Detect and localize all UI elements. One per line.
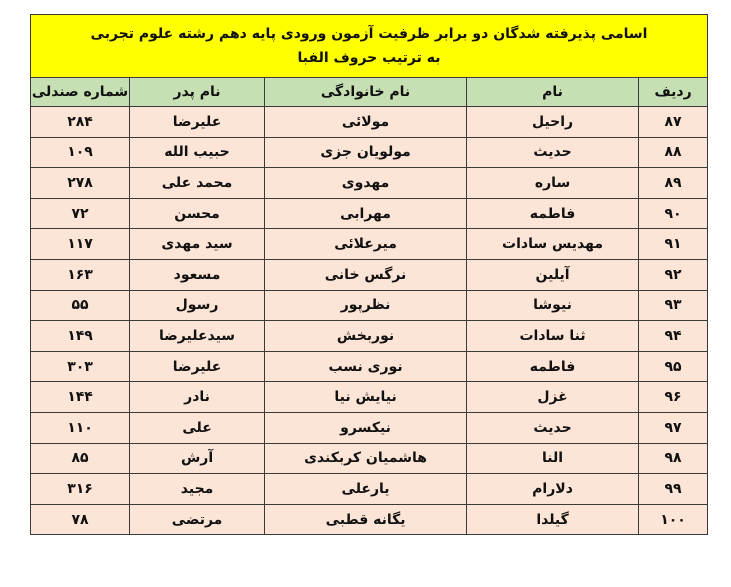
cell-radif: ۱۰۰ [639, 504, 708, 535]
table-row [31, 198, 708, 229]
cell-seat-number: ۳۰۳ [31, 351, 130, 382]
table-title [31, 15, 708, 78]
cell-radif: ۹۸ [639, 443, 708, 474]
cell-radif: ۹۱ [639, 229, 708, 260]
cell-seat-number: ۱۶۳ [31, 259, 130, 290]
table-row [31, 259, 708, 290]
cell-father: مسعود [130, 259, 265, 290]
cell-family: یارعلی [265, 474, 467, 505]
cell-seat-number: ۲۷۸ [31, 168, 130, 199]
table-row [31, 474, 708, 505]
cell-father: نادر [130, 382, 265, 413]
table-row [31, 443, 708, 474]
cell-father: سید مهدی [130, 229, 265, 260]
cell-radif: ۸۹ [639, 168, 708, 199]
cell-radif: ۹۴ [639, 321, 708, 352]
cell-seat-number: ۱۱۷ [31, 229, 130, 260]
cell-name: گیلدا [467, 504, 639, 535]
cell-father: حبیب الله [130, 137, 265, 168]
cell-father: علیرضا [130, 351, 265, 382]
cell-father: مرتضی [130, 504, 265, 535]
table-title-line2: به ترتیب حروف الفبا [297, 50, 441, 66]
table-row [31, 168, 708, 199]
cell-radif: ۹۰ [639, 198, 708, 229]
cell-name: حدیث [467, 412, 639, 443]
cell-name: نیوشا [467, 290, 639, 321]
table-row [31, 229, 708, 260]
cell-father: محسن [130, 198, 265, 229]
header-name: نام [467, 78, 639, 107]
admission-list-table [30, 14, 708, 535]
cell-seat-number: ۱۱۰ [31, 412, 130, 443]
cell-radif: ۹۳ [639, 290, 708, 321]
cell-radif: ۹۵ [639, 351, 708, 382]
cell-family: نظرپور [265, 290, 467, 321]
header-seat-number: شماره صندلی [31, 78, 130, 107]
cell-name: فاطمه [467, 351, 639, 382]
cell-seat-number: ۳۱۶ [31, 474, 130, 505]
cell-name: حدیث [467, 137, 639, 168]
table-row [31, 412, 708, 443]
cell-father: علیرضا [130, 107, 265, 138]
header-row [31, 78, 708, 107]
cell-name: راحیل [467, 107, 639, 138]
cell-family: مهرابی [265, 198, 467, 229]
cell-family: میرعلائی [265, 229, 467, 260]
cell-name: مهدیس سادات [467, 229, 639, 260]
cell-family: یگانه قطبی [265, 504, 467, 535]
cell-family: مولائی [265, 107, 467, 138]
cell-father: سیدعلیرضا [130, 321, 265, 352]
table-title-line1: اسامی پذیرفته شدگان دو برابر ظرفیت آزمون ورودی پایه دهم رشته علوم تجربی [90, 26, 648, 42]
cell-name: غزل [467, 382, 639, 413]
cell-radif: ۹۲ [639, 259, 708, 290]
cell-seat-number: ۲۸۴ [31, 107, 130, 138]
cell-seat-number: ۷۲ [31, 198, 130, 229]
table-row [31, 290, 708, 321]
header-family: نام خانوادگی [265, 78, 467, 107]
cell-name: النا [467, 443, 639, 474]
table-row [31, 351, 708, 382]
cell-family: نرگس خانی [265, 259, 467, 290]
cell-name: ساره [467, 168, 639, 199]
cell-radif: ۸۸ [639, 137, 708, 168]
header-radif: ردیف [639, 78, 708, 107]
cell-family: نیکسرو [265, 412, 467, 443]
cell-family: نوربخش [265, 321, 467, 352]
table-row [31, 107, 708, 138]
cell-father: علی [130, 412, 265, 443]
cell-family: نیایش نیا [265, 382, 467, 413]
cell-name: آیلین [467, 259, 639, 290]
cell-radif: ۹۶ [639, 382, 708, 413]
table-row [31, 137, 708, 168]
cell-seat-number: ۱۴۴ [31, 382, 130, 413]
cell-father: آرش [130, 443, 265, 474]
cell-name: ثنا سادات [467, 321, 639, 352]
cell-name: دلارام [467, 474, 639, 505]
table-row [31, 321, 708, 352]
cell-radif: ۸۷ [639, 107, 708, 138]
cell-seat-number: ۱۰۹ [31, 137, 130, 168]
cell-father: رسول [130, 290, 265, 321]
cell-radif: ۹۷ [639, 412, 708, 443]
cell-name: فاطمه [467, 198, 639, 229]
table-row [31, 504, 708, 535]
cell-family: مهدوی [265, 168, 467, 199]
cell-radif: ۹۹ [639, 474, 708, 505]
cell-father: محمد علی [130, 168, 265, 199]
cell-family: مولویان جزی [265, 137, 467, 168]
table-row [31, 382, 708, 413]
cell-seat-number: ۷۸ [31, 504, 130, 535]
cell-seat-number: ۵۵ [31, 290, 130, 321]
cell-father: مجید [130, 474, 265, 505]
cell-seat-number: ۱۴۹ [31, 321, 130, 352]
cell-family: هاشمیان کربکندی [265, 443, 467, 474]
cell-seat-number: ۸۵ [31, 443, 130, 474]
header-father: نام پدر [130, 78, 265, 107]
cell-family: نوری نسب [265, 351, 467, 382]
